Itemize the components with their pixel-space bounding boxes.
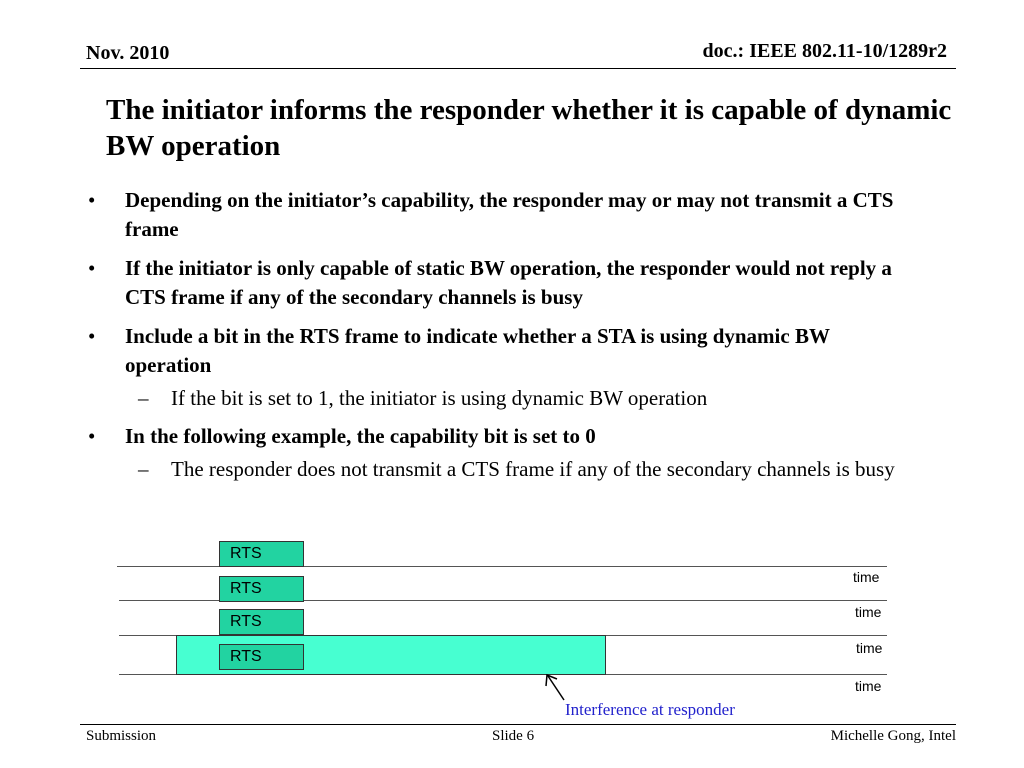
sub-bullet-text: If the bit is set to 1, the initiator is using dynamic BW operation [171, 386, 708, 410]
bullet-list [88, 186, 918, 493]
bullet-marker: • [88, 256, 96, 280]
footer-submission: Submission [86, 728, 157, 744]
footer-slide-number: Slide 6 [492, 728, 535, 744]
bullet-item [88, 322, 918, 380]
header-rule [80, 68, 956, 69]
bullet-item [88, 186, 918, 244]
time-label-2: time [855, 604, 882, 620]
time-label-1: time [853, 569, 880, 585]
slide-title: The initiator informs the responder whether it is capable of dynamic BW operation [106, 94, 952, 162]
bullet-item [88, 254, 918, 312]
annotation-arrow-icon [540, 670, 570, 704]
bullet-marker: • [88, 188, 96, 212]
bullet-marker: • [88, 424, 96, 448]
bullet-text: Depending on the initiator’s capability, the responder may or may not transmit a CTS frame [125, 188, 894, 241]
rts-frame-4: RTS [219, 644, 304, 670]
footer-author: Michelle Gong, Intel [830, 728, 956, 744]
sub-bullet-item [88, 384, 918, 413]
bullet-text: Include a bit in the RTS frame to indicate whether a STA is using dynamic BW operation [125, 324, 830, 377]
header-date: Nov. 2010 [86, 42, 170, 64]
bullet-item [88, 422, 918, 451]
rts-frame-2: RTS [219, 576, 304, 602]
time-label-4: time [855, 678, 882, 694]
bullet-marker: • [88, 324, 96, 348]
interference-annotation: Interference at responder [565, 700, 735, 719]
sub-bullet-item [88, 455, 918, 484]
header-doc-id: doc.: IEEE 802.11-10/1289r2 [702, 40, 947, 62]
time-label-3: time [856, 640, 883, 656]
footer-rule [80, 724, 956, 725]
bullet-text: If the initiator is only capable of static BW operation, the responder would not reply a CTS frame if any of the secondary channels is busy [125, 256, 892, 309]
rts-frame-1: RTS [219, 541, 304, 567]
bullet-text: In the following example, the capability bit is set to 0 [125, 424, 596, 448]
sub-bullet-text: The responder does not transmit a CTS frame if any of the secondary channels is busy [171, 457, 895, 481]
rts-frame-3: RTS [219, 609, 304, 635]
sub-bullet-marker: – [138, 457, 149, 481]
sub-bullet-marker: – [138, 386, 149, 410]
